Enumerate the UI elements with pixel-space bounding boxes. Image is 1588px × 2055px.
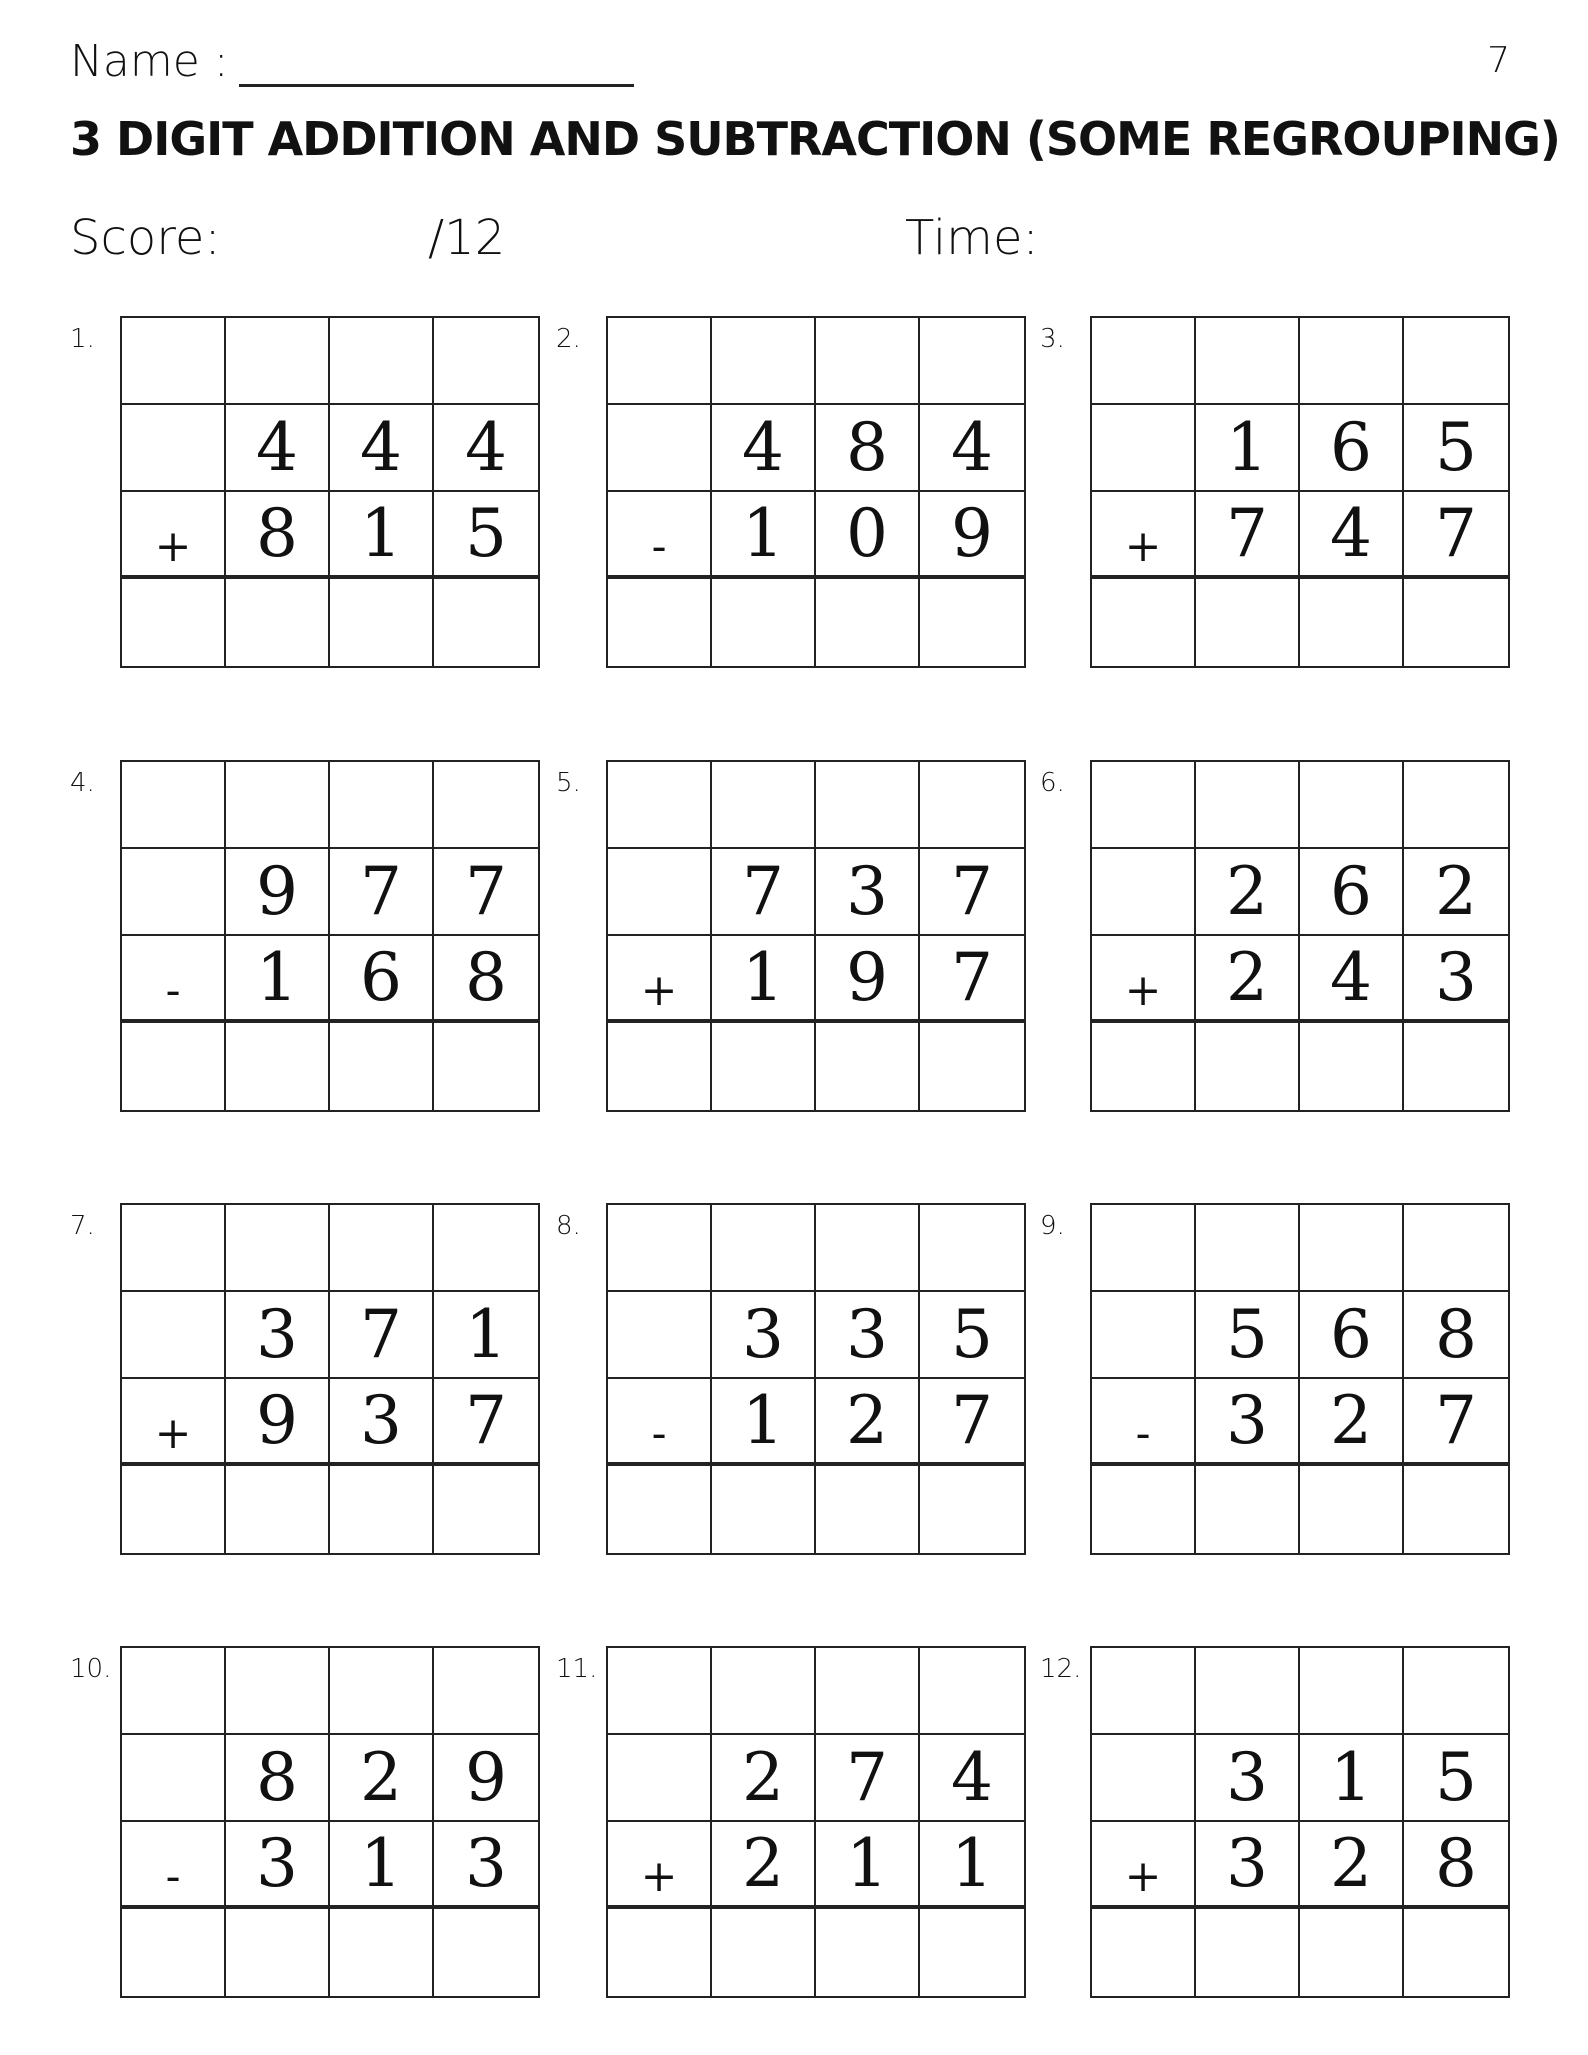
answer-cell[interactable] bbox=[816, 579, 920, 666]
problem-12 bbox=[1040, 1646, 1520, 2006]
problem-number: 3. bbox=[1040, 324, 1065, 354]
answer-cell[interactable] bbox=[1196, 1023, 1300, 1110]
bottom-digit: 4 bbox=[1300, 936, 1404, 1023]
problem-number: 7. bbox=[70, 1211, 95, 1241]
operator-sign: - bbox=[1092, 1379, 1196, 1466]
carry-cell[interactable] bbox=[1092, 1205, 1196, 1292]
operator-sign: + bbox=[1092, 1822, 1196, 1909]
bottom-digit: 1 bbox=[330, 1822, 434, 1909]
carry-cell[interactable] bbox=[816, 1205, 920, 1292]
page-title: 3 DIGIT ADDITION AND SUBTRACTION (SOME REGROUPING) bbox=[70, 112, 1560, 166]
bottom-digit: 1 bbox=[816, 1822, 920, 1909]
top-digit: 3 bbox=[226, 1292, 330, 1379]
blank-cell bbox=[1092, 1735, 1196, 1822]
carry-cell[interactable] bbox=[330, 1648, 434, 1735]
bottom-digit: 9 bbox=[226, 1379, 330, 1466]
name-field bbox=[70, 36, 634, 87]
answer-cell[interactable] bbox=[1300, 1023, 1404, 1110]
answer-cell[interactable] bbox=[712, 1023, 816, 1110]
answer-cell[interactable] bbox=[330, 1466, 434, 1553]
answer-cell[interactable] bbox=[1196, 1909, 1300, 1996]
carry-cell[interactable] bbox=[1404, 1205, 1508, 1292]
bottom-digit: 1 bbox=[712, 1379, 816, 1466]
top-digit: 7 bbox=[330, 849, 434, 936]
top-digit: 7 bbox=[712, 849, 816, 936]
bottom-digit: 9 bbox=[920, 492, 1024, 579]
top-digit: 4 bbox=[226, 405, 330, 492]
answer-cell[interactable] bbox=[1300, 1466, 1404, 1553]
carry-cell[interactable] bbox=[712, 1648, 816, 1735]
answer-cell[interactable] bbox=[1092, 1909, 1196, 1996]
carry-cell[interactable] bbox=[1092, 1648, 1196, 1735]
answer-cell[interactable] bbox=[712, 1909, 816, 1996]
bottom-digit: 7 bbox=[1196, 492, 1300, 579]
top-digit: 2 bbox=[1196, 849, 1300, 936]
carry-cell[interactable] bbox=[1092, 762, 1196, 849]
bottom-digit: 1 bbox=[330, 492, 434, 579]
score-total: /12 bbox=[428, 210, 506, 266]
carry-cell[interactable] bbox=[434, 318, 538, 405]
top-digit: 1 bbox=[1196, 405, 1300, 492]
answer-cell[interactable] bbox=[122, 1023, 226, 1110]
bottom-digit: 8 bbox=[1404, 1822, 1508, 1909]
bottom-digit: 6 bbox=[330, 936, 434, 1023]
carry-cell[interactable] bbox=[122, 1205, 226, 1292]
name-label: Name : bbox=[70, 36, 229, 87]
bottom-digit: 1 bbox=[226, 936, 330, 1023]
carry-cell[interactable] bbox=[920, 318, 1024, 405]
bottom-digit: 3 bbox=[226, 1822, 330, 1909]
answer-cell[interactable] bbox=[920, 579, 1024, 666]
top-digit: 7 bbox=[920, 849, 1024, 936]
carry-cell[interactable] bbox=[816, 762, 920, 849]
problem-11 bbox=[556, 1646, 1036, 2006]
bottom-digit: 7 bbox=[434, 1379, 538, 1466]
top-digit: 8 bbox=[226, 1735, 330, 1822]
problem-2 bbox=[556, 316, 1036, 676]
blank-cell bbox=[608, 1735, 712, 1822]
carry-cell[interactable] bbox=[1404, 1648, 1508, 1735]
problem-number: 1. bbox=[70, 324, 95, 354]
bottom-digit: 7 bbox=[1404, 492, 1508, 579]
carry-cell[interactable] bbox=[712, 762, 816, 849]
blank-cell bbox=[608, 1292, 712, 1379]
top-digit: 5 bbox=[1404, 405, 1508, 492]
carry-cell[interactable] bbox=[1300, 762, 1404, 849]
top-digit: 4 bbox=[920, 1735, 1024, 1822]
blank-cell bbox=[122, 849, 226, 936]
top-digit: 3 bbox=[1196, 1735, 1300, 1822]
answer-cell[interactable] bbox=[226, 579, 330, 666]
top-digit: 4 bbox=[330, 405, 434, 492]
carry-cell[interactable] bbox=[920, 1648, 1024, 1735]
problem-grid bbox=[1090, 760, 1510, 1112]
top-digit: 7 bbox=[434, 849, 538, 936]
bottom-digit: 2 bbox=[816, 1379, 920, 1466]
problem-grid bbox=[1090, 316, 1510, 668]
problem-1 bbox=[70, 316, 550, 676]
carry-cell[interactable] bbox=[1196, 318, 1300, 405]
carry-cell[interactable] bbox=[1404, 318, 1508, 405]
blank-cell bbox=[1092, 849, 1196, 936]
bottom-digit: 0 bbox=[816, 492, 920, 579]
top-digit: 6 bbox=[1300, 1292, 1404, 1379]
answer-cell[interactable] bbox=[1092, 579, 1196, 666]
top-digit: 5 bbox=[1196, 1292, 1300, 1379]
top-digit: 3 bbox=[816, 1292, 920, 1379]
problem-number: 9. bbox=[1040, 1211, 1065, 1241]
answer-cell[interactable] bbox=[226, 1023, 330, 1110]
carry-cell[interactable] bbox=[1300, 1648, 1404, 1735]
carry-cell[interactable] bbox=[330, 1205, 434, 1292]
carry-cell[interactable] bbox=[1196, 1205, 1300, 1292]
problem-grid bbox=[606, 1203, 1026, 1555]
carry-cell[interactable] bbox=[608, 318, 712, 405]
time-label: Time: bbox=[905, 210, 1039, 266]
answer-cell[interactable] bbox=[1196, 1466, 1300, 1553]
top-digit: 3 bbox=[816, 849, 920, 936]
bottom-digit: 9 bbox=[816, 936, 920, 1023]
carry-cell[interactable] bbox=[434, 1205, 538, 1292]
answer-cell[interactable] bbox=[920, 1909, 1024, 1996]
top-digit: 4 bbox=[712, 405, 816, 492]
problem-4 bbox=[70, 760, 550, 1120]
answer-cell[interactable] bbox=[1196, 579, 1300, 666]
top-digit: 2 bbox=[330, 1735, 434, 1822]
bottom-digit: 1 bbox=[712, 492, 816, 579]
problem-9 bbox=[1040, 1203, 1520, 1563]
answer-cell[interactable] bbox=[122, 1909, 226, 1996]
carry-cell[interactable] bbox=[920, 1205, 1024, 1292]
operator-sign: + bbox=[1092, 936, 1196, 1023]
operator-sign: + bbox=[1092, 492, 1196, 579]
carry-cell[interactable] bbox=[226, 1205, 330, 1292]
top-digit: 4 bbox=[920, 405, 1024, 492]
blank-cell bbox=[122, 1292, 226, 1379]
problem-number: 8. bbox=[556, 1211, 581, 1241]
answer-cell[interactable] bbox=[226, 1909, 330, 1996]
bottom-digit: 3 bbox=[1404, 936, 1508, 1023]
answer-cell[interactable] bbox=[1404, 579, 1508, 666]
carry-cell[interactable] bbox=[1196, 762, 1300, 849]
carry-cell[interactable] bbox=[226, 318, 330, 405]
top-digit: 1 bbox=[1300, 1735, 1404, 1822]
bottom-digit: 1 bbox=[920, 1822, 1024, 1909]
bottom-digit: 2 bbox=[1300, 1379, 1404, 1466]
top-digit: 9 bbox=[226, 849, 330, 936]
carry-cell[interactable] bbox=[1092, 318, 1196, 405]
carry-cell[interactable] bbox=[226, 762, 330, 849]
problem-8 bbox=[556, 1203, 1036, 1563]
carry-cell[interactable] bbox=[712, 318, 816, 405]
answer-cell[interactable] bbox=[330, 1023, 434, 1110]
problem-grid bbox=[120, 760, 540, 1112]
carry-cell[interactable] bbox=[608, 1648, 712, 1735]
problem-number: 11. bbox=[556, 1654, 598, 1684]
answer-cell[interactable] bbox=[330, 1909, 434, 1996]
problem-grid bbox=[120, 1646, 540, 1998]
problem-number: 2. bbox=[556, 324, 581, 354]
bottom-digit: 8 bbox=[226, 492, 330, 579]
bottom-digit: 2 bbox=[1300, 1822, 1404, 1909]
top-digit: 6 bbox=[1300, 405, 1404, 492]
carry-cell[interactable] bbox=[816, 318, 920, 405]
answer-cell[interactable] bbox=[1404, 1023, 1508, 1110]
bottom-digit: 5 bbox=[434, 492, 538, 579]
answer-cell[interactable] bbox=[920, 1023, 1024, 1110]
answer-cell[interactable] bbox=[1092, 1023, 1196, 1110]
top-digit: 6 bbox=[1300, 849, 1404, 936]
problem-number: 6. bbox=[1040, 768, 1065, 798]
answer-cell[interactable] bbox=[712, 1466, 816, 1553]
answer-cell[interactable] bbox=[608, 1023, 712, 1110]
blank-cell bbox=[1092, 1292, 1196, 1379]
name-input-line[interactable] bbox=[239, 38, 634, 87]
top-digit: 5 bbox=[1404, 1735, 1508, 1822]
bottom-digit: 4 bbox=[1300, 492, 1404, 579]
carry-cell[interactable] bbox=[1404, 762, 1508, 849]
answer-cell[interactable] bbox=[816, 1023, 920, 1110]
operator-sign: - bbox=[122, 1822, 226, 1909]
answer-cell[interactable] bbox=[330, 579, 434, 666]
bottom-digit: 3 bbox=[434, 1822, 538, 1909]
answer-cell[interactable] bbox=[1404, 1909, 1508, 1996]
top-digit: 9 bbox=[434, 1735, 538, 1822]
carry-cell[interactable] bbox=[608, 1205, 712, 1292]
operator-sign: + bbox=[122, 492, 226, 579]
problem-grid bbox=[1090, 1646, 1510, 1998]
carry-cell[interactable] bbox=[122, 762, 226, 849]
operator-sign: - bbox=[608, 492, 712, 579]
carry-cell[interactable] bbox=[226, 1648, 330, 1735]
answer-cell[interactable] bbox=[712, 579, 816, 666]
operator-sign: + bbox=[122, 1379, 226, 1466]
operator-sign: + bbox=[608, 936, 712, 1023]
answer-cell[interactable] bbox=[1300, 579, 1404, 666]
answer-cell[interactable] bbox=[434, 1466, 538, 1553]
answer-cell[interactable] bbox=[1092, 1466, 1196, 1553]
problem-number: 5. bbox=[556, 768, 581, 798]
answer-cell[interactable] bbox=[226, 1466, 330, 1553]
problem-number: 12. bbox=[1040, 1654, 1082, 1684]
bottom-digit: 2 bbox=[712, 1822, 816, 1909]
carry-cell[interactable] bbox=[122, 318, 226, 405]
carry-cell[interactable] bbox=[1300, 318, 1404, 405]
carry-cell[interactable] bbox=[1196, 1648, 1300, 1735]
answer-cell[interactable] bbox=[434, 1023, 538, 1110]
problem-7 bbox=[70, 1203, 550, 1563]
score-label: Score: bbox=[70, 210, 221, 266]
carry-cell[interactable] bbox=[920, 762, 1024, 849]
problem-6 bbox=[1040, 760, 1520, 1120]
problem-3 bbox=[1040, 316, 1520, 676]
bottom-digit: 3 bbox=[1196, 1379, 1300, 1466]
bottom-digit: 3 bbox=[1196, 1822, 1300, 1909]
top-digit: 2 bbox=[1404, 849, 1508, 936]
answer-cell[interactable] bbox=[1404, 1466, 1508, 1553]
top-digit: 4 bbox=[434, 405, 538, 492]
answer-cell[interactable] bbox=[434, 1909, 538, 1996]
carry-cell[interactable] bbox=[330, 762, 434, 849]
answer-cell[interactable] bbox=[816, 1909, 920, 1996]
answer-cell[interactable] bbox=[122, 1466, 226, 1553]
answer-cell[interactable] bbox=[434, 579, 538, 666]
answer-cell[interactable] bbox=[608, 1466, 712, 1553]
answer-cell[interactable] bbox=[1300, 1909, 1404, 1996]
bottom-digit: 7 bbox=[1404, 1379, 1508, 1466]
bottom-digit: 3 bbox=[330, 1379, 434, 1466]
bottom-digit: 7 bbox=[920, 936, 1024, 1023]
carry-cell[interactable] bbox=[330, 318, 434, 405]
operator-sign: + bbox=[608, 1822, 712, 1909]
blank-cell bbox=[122, 1735, 226, 1822]
answer-cell[interactable] bbox=[816, 1466, 920, 1553]
carry-cell[interactable] bbox=[122, 1648, 226, 1735]
problem-number: 10. bbox=[70, 1654, 112, 1684]
answer-cell[interactable] bbox=[122, 579, 226, 666]
top-digit: 3 bbox=[712, 1292, 816, 1379]
page-number: 7 bbox=[1487, 40, 1510, 81]
blank-cell bbox=[1092, 405, 1196, 492]
problem-10 bbox=[70, 1646, 550, 2006]
problem-grid bbox=[1090, 1203, 1510, 1555]
blank-cell bbox=[608, 849, 712, 936]
carry-cell[interactable] bbox=[712, 1205, 816, 1292]
top-digit: 2 bbox=[712, 1735, 816, 1822]
top-digit: 1 bbox=[434, 1292, 538, 1379]
bottom-digit: 1 bbox=[712, 936, 816, 1023]
carry-cell[interactable] bbox=[1300, 1205, 1404, 1292]
problem-grid bbox=[120, 1203, 540, 1555]
problem-grid bbox=[120, 316, 540, 668]
carry-cell[interactable] bbox=[608, 762, 712, 849]
carry-cell[interactable] bbox=[816, 1648, 920, 1735]
bottom-digit: 7 bbox=[920, 1379, 1024, 1466]
blank-cell bbox=[608, 405, 712, 492]
top-digit: 5 bbox=[920, 1292, 1024, 1379]
blank-cell bbox=[122, 405, 226, 492]
top-digit: 7 bbox=[330, 1292, 434, 1379]
carry-cell[interactable] bbox=[434, 762, 538, 849]
problem-grid bbox=[606, 1646, 1026, 1998]
carry-cell[interactable] bbox=[434, 1648, 538, 1735]
top-digit: 8 bbox=[816, 405, 920, 492]
bottom-digit: 8 bbox=[434, 936, 538, 1023]
answer-cell[interactable] bbox=[608, 1909, 712, 1996]
answer-cell[interactable] bbox=[920, 1466, 1024, 1553]
answer-cell[interactable] bbox=[608, 579, 712, 666]
bottom-digit: 2 bbox=[1196, 936, 1300, 1023]
problem-number: 4. bbox=[70, 768, 95, 798]
top-digit: 8 bbox=[1404, 1292, 1508, 1379]
operator-sign: - bbox=[122, 936, 226, 1023]
problem-grid bbox=[606, 760, 1026, 1112]
problem-grid bbox=[606, 316, 1026, 668]
problem-5 bbox=[556, 760, 1036, 1120]
top-digit: 7 bbox=[816, 1735, 920, 1822]
operator-sign: - bbox=[608, 1379, 712, 1466]
